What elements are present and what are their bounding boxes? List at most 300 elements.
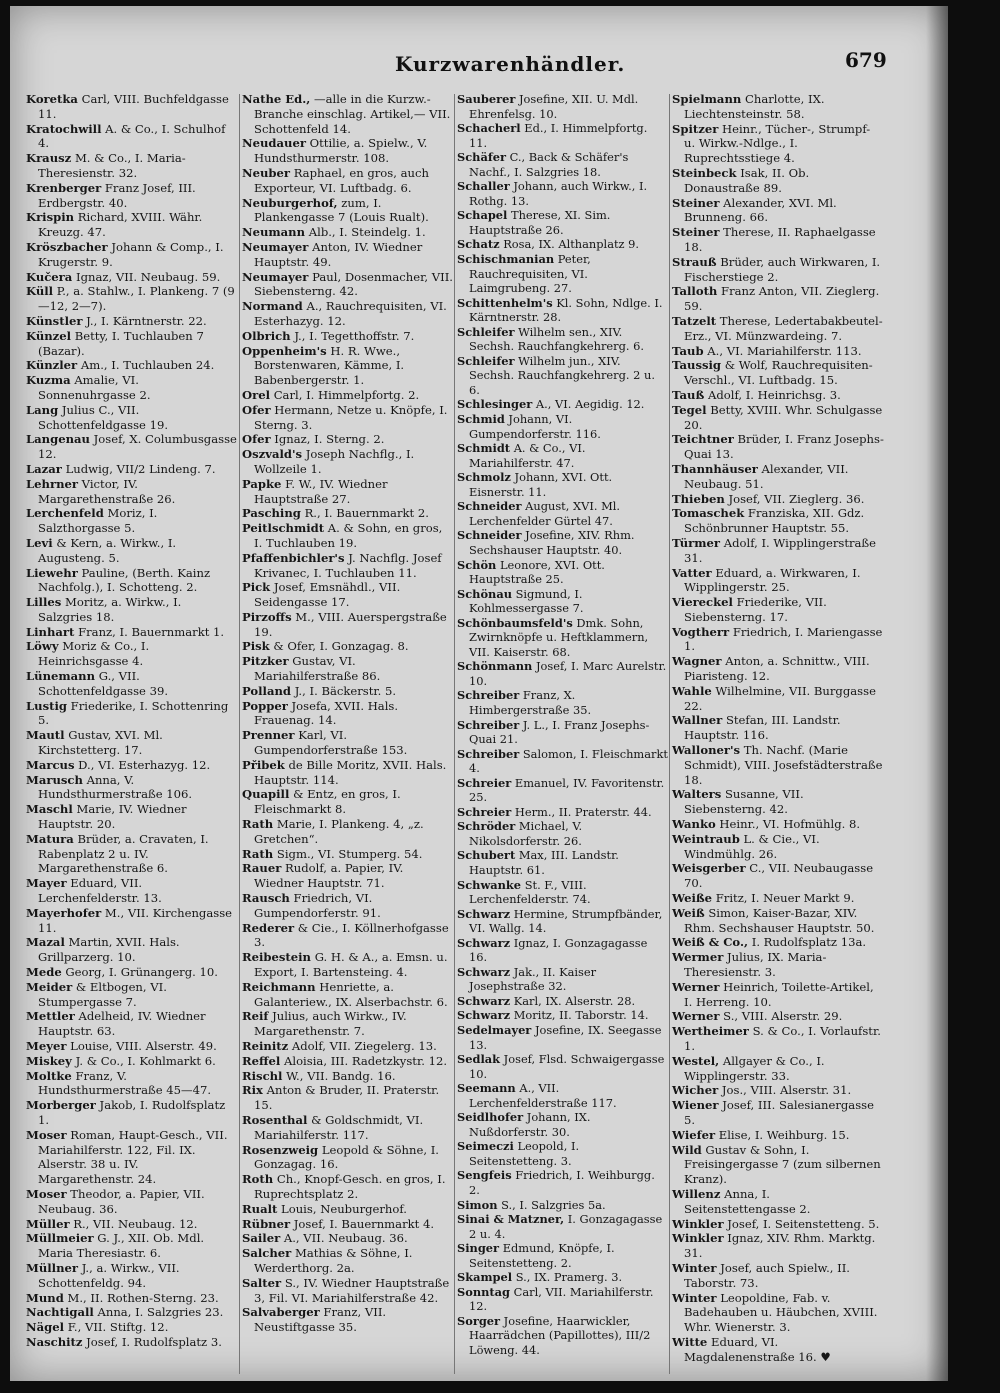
directory-entry bbox=[672, 1291, 884, 1335]
directory-entry bbox=[457, 848, 669, 877]
entry-details: Leonore, XVI. Ott. Hauptstraße 25. bbox=[469, 557, 605, 587]
entry-name: Mayerhofer bbox=[26, 905, 102, 920]
entry-details: S., I. Salzgries 5a. bbox=[501, 1197, 606, 1212]
entry-details: Josefine, XII. U. Mdl. Ehrenfelsg. 10. bbox=[469, 92, 639, 121]
entry-details: Victor, IV. Margarethenstraße 26. bbox=[38, 476, 176, 506]
entry-details: Brüder, I. Franz Josephs-Quai 13. bbox=[684, 432, 884, 462]
directory-entry bbox=[672, 1231, 884, 1261]
entry-details: S., VIII. Alserstr. 29. bbox=[723, 1009, 843, 1024]
entry-details: Henriette, a. Galanteriew., IX. Alserbachstr. 6. bbox=[254, 979, 448, 1009]
entry-name: Normand bbox=[242, 299, 303, 314]
entry-details: Max, III. Landstr. Hauptstr. 61. bbox=[469, 848, 619, 877]
column-2 bbox=[242, 92, 454, 1335]
directory-entry bbox=[672, 566, 884, 596]
entry-details: Josefa, XVII. Hals. Frauenag. 14. bbox=[254, 698, 399, 728]
entry-name: Moser bbox=[26, 1127, 67, 1142]
directory-entry bbox=[26, 1039, 238, 1054]
entry-details: Allgayer & Co., I. Wipplingerstr. 33. bbox=[684, 1053, 825, 1083]
directory-entry bbox=[457, 397, 669, 412]
entry-details: Edmund, Knöpfe, I. Seitenstetteng. 2. bbox=[469, 1241, 615, 1270]
entry-name: Werner bbox=[672, 979, 720, 994]
directory-entry bbox=[457, 354, 669, 398]
entry-details: Joseph Nachflg., I. Wollzeile 1. bbox=[254, 447, 415, 476]
directory-entry bbox=[457, 994, 669, 1009]
entry-details: G. H. & A., a. Emsn. u. Export, I. Bartensteing. 4. bbox=[254, 950, 448, 980]
entry-details: Leopold, I. Seitenstetteng. 3. bbox=[469, 1139, 580, 1168]
directory-entry bbox=[242, 847, 454, 862]
directory-entry bbox=[242, 329, 454, 344]
directory-entry bbox=[26, 935, 238, 965]
entry-name: Rath bbox=[242, 817, 274, 832]
directory-entry bbox=[457, 936, 669, 965]
entry-name: Viereckel bbox=[672, 595, 733, 610]
directory-entry bbox=[242, 1202, 454, 1217]
entry-details: Jos., VIII. Alserstr. 31. bbox=[721, 1083, 852, 1098]
entry-details: Josefine, IX. Seegasse 13. bbox=[469, 1023, 662, 1052]
entry-details: Anton & Bruder, II. Praterstr. 15. bbox=[254, 1083, 440, 1113]
entry-name: Schleifer bbox=[457, 353, 515, 368]
entry-details: Johann, XVI. Ott. Eisnerstr. 11. bbox=[469, 470, 613, 499]
entry-name: Oppenheim's bbox=[242, 343, 327, 358]
entry-name: Wertheimer bbox=[672, 1024, 749, 1039]
entry-details: Eduard, VII. Lerchenfelderstr. 13. bbox=[38, 876, 162, 906]
entry-details: Hermann, Netze u. Knöpfe, I. Sterng. 3. bbox=[254, 402, 448, 432]
entry-name: Schischmanian bbox=[457, 252, 555, 267]
directory-entry bbox=[26, 906, 238, 936]
directory-entry bbox=[457, 252, 669, 296]
entry-name: Teichtner bbox=[672, 432, 734, 447]
entry-details: Gustav & Sohn, I. Freisingergasse 7 (zum silbernen Kranz). bbox=[684, 1142, 881, 1187]
directory-entry bbox=[242, 1172, 454, 1202]
entry-name: Wallner bbox=[672, 713, 723, 728]
page-title: Kurzwarenhändler. bbox=[395, 52, 626, 76]
entry-details: Franz, I. Bauernmarkt 1. bbox=[78, 624, 225, 639]
entry-details: Salomon, I. Fleischmarkt 4. bbox=[469, 746, 668, 776]
entry-details: A. & Sohn, en gros, I. Tuchlauben 19. bbox=[254, 521, 443, 550]
entry-details: J. & Co., I. Kohlmarkt 6. bbox=[75, 1053, 216, 1068]
directory-entry bbox=[672, 196, 884, 226]
entry-details: R., I. Bauernmarkt 2. bbox=[304, 506, 429, 521]
entry-name: Reinitz bbox=[242, 1039, 289, 1053]
entry-name: Schwarz bbox=[457, 906, 511, 921]
directory-entry bbox=[242, 270, 454, 300]
entry-details: Johann, IX. Nußdorferstr. 30. bbox=[469, 1110, 591, 1139]
directory-entry bbox=[26, 595, 238, 625]
entry-name: Maschl bbox=[26, 802, 73, 817]
directory-entry bbox=[672, 906, 884, 936]
entry-details: Adolf, I. Heinrichsg. 3. bbox=[707, 387, 841, 402]
entry-name: Schatz bbox=[457, 237, 500, 252]
entry-details: Josef, I. Marc Aurelstr. 10. bbox=[469, 659, 667, 688]
entry-name: Schneider bbox=[457, 499, 522, 514]
directory-entry bbox=[457, 1285, 669, 1314]
entry-details: S. & Co., I. Vorlaufstr. 1. bbox=[684, 1024, 881, 1053]
directory-entry bbox=[672, 1098, 884, 1128]
directory-entry bbox=[26, 284, 238, 314]
directory-entry bbox=[457, 587, 669, 616]
entry-name: Langenau bbox=[26, 432, 90, 447]
entry-name: Lang bbox=[26, 402, 59, 417]
directory-entry bbox=[26, 965, 238, 980]
entry-details: Josef, Emsnähdl., VII. Seidengasse 17. bbox=[254, 580, 401, 610]
entry-details: Friedrich, I. Mariengasse 1. bbox=[684, 624, 883, 654]
directory-entry bbox=[26, 210, 238, 240]
entry-details: Betty, XVIII. Whr. Schulgasse 20. bbox=[684, 402, 883, 432]
entry-name: Prenner bbox=[242, 728, 295, 743]
directory-entry bbox=[672, 492, 884, 507]
entry-name: Ofer bbox=[242, 432, 271, 447]
entry-name: Rederer bbox=[242, 920, 295, 935]
entry-name: Schönmann bbox=[457, 659, 533, 674]
entry-name: Weisgerber bbox=[672, 861, 746, 876]
directory-entry bbox=[457, 965, 669, 994]
entry-details: Louise, VIII. Alserstr. 49. bbox=[70, 1039, 217, 1053]
entry-details: Dmk. Sohn, Zwirnknöpfe u. Heftklammern, VII. Kaiserstr. 68. bbox=[469, 615, 649, 659]
entry-name: Ofer bbox=[242, 402, 271, 417]
directory-entry bbox=[242, 1039, 454, 1054]
entry-name: Sorger bbox=[457, 1313, 501, 1328]
directory-entry bbox=[672, 1128, 884, 1143]
entry-details: Karl, VI. Gumpendorferstraße 153. bbox=[254, 728, 408, 758]
directory-entry bbox=[672, 166, 884, 196]
entry-name: Schwarz bbox=[457, 935, 511, 950]
entry-name: Moltke bbox=[26, 1068, 72, 1083]
entry-name: Weiß bbox=[672, 905, 705, 920]
entry-details: F., VII. Stiftg. 12. bbox=[67, 1320, 169, 1335]
directory-entry bbox=[672, 1217, 884, 1232]
entry-name: Spitzer bbox=[672, 121, 719, 136]
entry-details: Stefan, III. Landstr. Hauptstr. 116. bbox=[684, 713, 841, 743]
directory-entry bbox=[242, 225, 454, 240]
entry-details: Josef, VII. Zieglerg. 36. bbox=[728, 491, 865, 506]
entry-details: J., a. Wirkw., VII. Schottenfeldg. 94. bbox=[38, 1260, 180, 1290]
entry-name: Simon bbox=[457, 1197, 498, 1212]
entry-details: G. J., XII. Ob. Mdl. Maria Theresiastr. 6. bbox=[38, 1231, 205, 1261]
entry-details: Am., I. Tuchlauben 24. bbox=[80, 358, 215, 373]
directory-entry bbox=[242, 403, 454, 433]
entry-name: Wild bbox=[672, 1142, 702, 1157]
entry-details: Moriz & Co., I. Heinrichsgasse 4. bbox=[38, 639, 150, 669]
directory-entry bbox=[26, 1009, 238, 1039]
entry-name: Schwarz bbox=[457, 1008, 511, 1023]
directory-entry bbox=[457, 616, 669, 660]
entry-name: Kučera bbox=[26, 269, 73, 284]
directory-entry bbox=[457, 558, 669, 587]
directory-entry bbox=[672, 344, 884, 359]
entry-name: Willenz bbox=[672, 1186, 721, 1201]
directory-entry bbox=[672, 1143, 884, 1187]
directory-entry bbox=[26, 1098, 238, 1128]
entry-details: Franz, V. Hundsthurmerstraße 45—47. bbox=[38, 1068, 212, 1098]
entry-details: Sigmund, I. Kohlmessergasse 7. bbox=[469, 586, 584, 616]
entry-name: Taussig bbox=[672, 358, 722, 373]
entry-details: Julius, IX. Maria-Theresienstr. 3. bbox=[684, 950, 827, 980]
entry-details: Marie, IV. Wiedner Hauptstr. 20. bbox=[38, 802, 187, 832]
entry-details: Alexander, VII. Neubaug. 51. bbox=[684, 461, 849, 491]
entry-details: Paul, Dosenmacher, VII. Siebensterng. 42. bbox=[254, 269, 453, 299]
entry-details: H. R. Wwe., Borstenwaren, Kämme, I. Babenbergerstr. 1. bbox=[254, 343, 405, 388]
directory-entry bbox=[242, 1276, 454, 1306]
directory-entry bbox=[26, 122, 238, 152]
directory-entry bbox=[457, 878, 669, 907]
directory-entry bbox=[457, 718, 669, 747]
entry-name: Tatzelt bbox=[672, 313, 717, 328]
directory-entry bbox=[26, 699, 238, 729]
directory-entry bbox=[672, 1187, 884, 1217]
entry-name: Přibek bbox=[242, 757, 285, 772]
page-number: 679 bbox=[845, 48, 887, 72]
entry-name: Koretka bbox=[26, 92, 78, 106]
entry-name: Müller bbox=[26, 1216, 70, 1231]
directory-entry bbox=[242, 1231, 454, 1246]
entry-details: Kl. Sohn, Ndlge. I. Kärntnerstr. 28. bbox=[469, 295, 663, 325]
directory-entry bbox=[457, 776, 669, 805]
directory-entry bbox=[242, 506, 454, 521]
entry-details: Josef, Flsd. Schwaigergasse 10. bbox=[469, 1052, 665, 1081]
entry-name: Mautl bbox=[26, 728, 65, 743]
entry-name: Talloth bbox=[672, 284, 718, 299]
entry-name: Sedelmayer bbox=[457, 1023, 532, 1037]
directory-entry bbox=[26, 669, 238, 699]
directory-entry bbox=[26, 1128, 238, 1187]
entry-name: Sonntag bbox=[457, 1284, 510, 1299]
entry-name: Krenberger bbox=[26, 180, 102, 195]
directory-entry bbox=[242, 388, 454, 403]
entry-details: Rudolf, a. Papier, IV. Wiedner Hauptstr. 71. bbox=[254, 861, 404, 891]
entry-name: Wanko bbox=[672, 817, 716, 832]
directory-entry bbox=[26, 1231, 238, 1261]
entry-details: Therese, XI. Sim. Hauptstraße 26. bbox=[469, 208, 611, 237]
directory-entry bbox=[242, 1069, 454, 1084]
entry-details: Brüder, a. Cravaten, I. Rabenplatz 2 u. IV. Margarethenstraße 6. bbox=[38, 831, 209, 876]
entry-details: M. & Co., I. Maria-Theresienstr. 32. bbox=[38, 151, 186, 180]
entry-name: Schmidt bbox=[457, 441, 511, 456]
entry-details: Anna, V. Hundsthurmerstraße 106. bbox=[38, 772, 193, 802]
entry-details: Aloisia, III. Radetzkystr. 12. bbox=[284, 1053, 448, 1068]
entry-details: Josefine, XIV. Rhm. Sechshauser Hauptstr. 40. bbox=[469, 528, 635, 557]
entry-name: Rischl bbox=[242, 1068, 283, 1083]
directory-entry bbox=[672, 388, 884, 403]
entry-name: Schwanke bbox=[457, 877, 522, 892]
entry-details: Ignaz, VII. Neubaug. 59. bbox=[76, 269, 221, 284]
entry-name: Vogtherr bbox=[672, 624, 730, 639]
entry-details: Wilhelm jun., XIV. Sechsh. Rauchfangkehrerg. 2 u. 6. bbox=[469, 353, 655, 397]
entry-name: Schön bbox=[457, 557, 497, 572]
entry-name: Salcher bbox=[242, 1246, 292, 1261]
entry-name: Schröder bbox=[457, 819, 516, 834]
directory-entry bbox=[242, 699, 454, 729]
entry-details: Josef, III. Salesianergasse 5. bbox=[684, 1098, 874, 1127]
directory-entry bbox=[457, 1168, 669, 1197]
directory-entry bbox=[242, 654, 454, 684]
directory-entry bbox=[672, 595, 884, 625]
directory-entry bbox=[672, 462, 884, 492]
entry-name: Mede bbox=[26, 965, 62, 980]
entry-details: Gustav, VI. Mariahilferstraße 86. bbox=[254, 654, 381, 684]
entry-name: Mund bbox=[26, 1290, 64, 1305]
entry-details: Ignaz, I. Gonzagagasse 16. bbox=[469, 935, 648, 965]
directory-entry bbox=[672, 1083, 884, 1098]
entry-name: Papke bbox=[242, 476, 282, 491]
entry-name: Matura bbox=[26, 831, 74, 846]
entry-details: A., VII. Neubaug. 36. bbox=[283, 1231, 408, 1246]
entry-details: Julius C., VII. Schottenfeldgasse 19. bbox=[38, 402, 169, 432]
entry-name: Salter bbox=[242, 1275, 282, 1290]
directory-entry bbox=[672, 225, 884, 255]
entry-details: Josef, I. Bauernmarkt 4. bbox=[293, 1216, 435, 1231]
directory-entry bbox=[672, 1261, 884, 1291]
entry-details: Johann & Comp., I. Krugerstr. 9. bbox=[38, 239, 224, 269]
entry-name: Reffel bbox=[242, 1053, 281, 1068]
entry-details: Hermine, Strumpfbänder, VI. Wallg. 14. bbox=[469, 906, 663, 936]
entry-details: Moriz, I. Salzthorgasse 5. bbox=[38, 506, 158, 536]
entry-name: Marusch bbox=[26, 772, 83, 787]
entry-details: R., VII. Neubaug. 12. bbox=[73, 1216, 198, 1231]
entry-details: Therese, Ledertabakbeutel-Erz., VI. Münzwardeing. 7. bbox=[684, 313, 883, 343]
entry-name: Westel, bbox=[672, 1053, 720, 1068]
entry-name: Rauer bbox=[242, 861, 282, 876]
entry-name: Seemann bbox=[457, 1081, 516, 1096]
entry-name: Rualt bbox=[242, 1201, 278, 1216]
entry-name: Schönau bbox=[457, 586, 512, 601]
entry-name: Wahle bbox=[672, 683, 712, 698]
entry-name: Pick bbox=[242, 580, 271, 595]
entry-name: Pisk bbox=[242, 639, 270, 654]
entry-name: Rosenzweig bbox=[242, 1142, 319, 1157]
entry-details: & Eltbogen, VI. Stumpergasse 7. bbox=[38, 979, 167, 1009]
directory-entry bbox=[457, 92, 669, 121]
entry-name: Schaller bbox=[457, 179, 510, 194]
entry-details: Gustav, XVI. Ml. Kirchstetterg. 17. bbox=[38, 728, 163, 758]
entry-details: Adolf, I. Wipplingerstraße 31. bbox=[684, 535, 877, 565]
directory-entry bbox=[242, 1217, 454, 1232]
entry-name: Lerchenfeld bbox=[26, 506, 104, 521]
entry-name: Salvaberger bbox=[242, 1305, 320, 1320]
entry-details: Adelheid, IV. Wiedner Hauptstr. 63. bbox=[38, 1009, 206, 1039]
entry-name: Wicher bbox=[672, 1083, 719, 1098]
directory-entry bbox=[242, 1305, 454, 1335]
entry-name: Löwy bbox=[26, 639, 59, 654]
entry-name: Singer bbox=[457, 1241, 500, 1256]
directory-entry bbox=[672, 122, 884, 166]
entry-details: Franz Josef, III. Erdbergstr. 40. bbox=[38, 180, 196, 210]
directory-entry bbox=[242, 787, 454, 817]
entry-details: Julius, auch Wirkw., IV. Margarethenstr. 7. bbox=[254, 1009, 407, 1039]
directory-entry bbox=[672, 536, 884, 566]
entry-name: Olbrich bbox=[242, 328, 291, 343]
directory-entry bbox=[672, 787, 884, 817]
entry-details: Georg, I. Grünangerg. 10. bbox=[65, 965, 218, 980]
directory-entry bbox=[457, 150, 669, 179]
directory-entry bbox=[242, 891, 454, 921]
entry-name: Tauß bbox=[672, 387, 705, 402]
entry-details: Therese, II. Raphaelgasse 18. bbox=[684, 225, 876, 254]
directory-entry bbox=[242, 580, 454, 610]
entry-name: Morberger bbox=[26, 1098, 96, 1113]
entry-details: M., VII. Kirchengasse 11. bbox=[38, 905, 233, 935]
entry-name: Neudauer bbox=[242, 136, 306, 151]
directory-entry bbox=[672, 935, 884, 950]
entry-name: Winkler bbox=[672, 1231, 724, 1246]
entry-details: de Bille Moritz, XVII. Hals. Hauptstr. 114. bbox=[254, 757, 447, 787]
entry-name: Weiß & Co., bbox=[672, 935, 749, 950]
entry-name: Winter bbox=[672, 1290, 717, 1305]
directory-entry bbox=[242, 196, 454, 226]
directory-entry bbox=[26, 536, 238, 566]
directory-entry bbox=[672, 1009, 884, 1024]
entry-name: Orel bbox=[242, 387, 270, 402]
entry-details: Isak, II. Ob. Donaustraße 89. bbox=[684, 165, 810, 195]
entry-name: Rix bbox=[242, 1083, 263, 1098]
entry-details: Franz, VII. Neustiftgasse 35. bbox=[254, 1305, 387, 1335]
directory-entry bbox=[457, 1008, 669, 1023]
entry-details: Ignaz, I. Sterng. 2. bbox=[274, 432, 385, 447]
directory-entry bbox=[672, 284, 884, 314]
entry-name: Meider bbox=[26, 979, 73, 994]
directory-entry bbox=[26, 1305, 238, 1320]
entry-details: C., Back & Schäfer's Nachf., I. Salzgries 18. bbox=[469, 150, 629, 179]
entry-details: & Goldschmidt, VI. Mariahilferstr. 117. bbox=[254, 1112, 424, 1142]
directory-entry bbox=[457, 1052, 669, 1081]
directory-entry bbox=[457, 1081, 669, 1110]
directory-entry bbox=[242, 639, 454, 654]
directory-entry bbox=[242, 92, 454, 136]
entry-name: Lustig bbox=[26, 698, 67, 713]
directory-entry bbox=[457, 325, 669, 354]
directory-entry bbox=[672, 506, 884, 536]
directory-entry bbox=[457, 208, 669, 237]
entry-name: Miskey bbox=[26, 1053, 72, 1068]
entry-name: Weintraub bbox=[672, 831, 740, 846]
entry-details: Josef, I. Seitenstetteng. 5. bbox=[727, 1216, 880, 1231]
entry-name: Schacherl bbox=[457, 121, 521, 136]
entry-name: Steiner bbox=[672, 195, 720, 210]
entry-name: Pasching bbox=[242, 506, 301, 521]
entry-name: Reichmann bbox=[242, 979, 316, 994]
directory-entry bbox=[242, 166, 454, 196]
entry-details: Michael, V. Nikolsdorferstr. 26. bbox=[469, 819, 583, 848]
directory-entry bbox=[672, 432, 884, 462]
entry-name: Schäfer bbox=[457, 150, 506, 165]
directory-entry bbox=[26, 566, 238, 596]
directory-entry bbox=[242, 240, 454, 270]
entry-details: J. Nachflg. Josef Krivanec, I. Tuchlauben 11. bbox=[254, 550, 442, 580]
entry-details: Wilhelm sen., XIV. Sechsh. Rauchfangkehrerg. 6. bbox=[469, 324, 645, 354]
entry-name: Steiner bbox=[672, 225, 720, 240]
entry-name: Müllmeier bbox=[26, 1231, 94, 1246]
directory-entry bbox=[26, 832, 238, 876]
entry-details: Josef, auch Spielw., II. Taborstr. 73. bbox=[684, 1260, 850, 1290]
directory-entry bbox=[672, 950, 884, 980]
entry-details: Peter, Rauchrequisiten, VI. Laimgrubeng. 27. bbox=[469, 252, 591, 296]
entry-name: Vatter bbox=[672, 565, 712, 580]
directory-entry bbox=[457, 688, 669, 717]
entry-name: Spielmann bbox=[672, 92, 742, 106]
entry-name: Nathe Ed., bbox=[242, 92, 311, 106]
entry-details: A., VII. Lerchenfelderstraße 117. bbox=[469, 1081, 617, 1110]
directory-entry bbox=[672, 403, 884, 433]
entry-name: Neuburgerhof, bbox=[242, 195, 338, 210]
entry-details: Ed., I. Himmelpfortg. 11. bbox=[469, 121, 648, 150]
entry-details: Martin, XVII. Hals. Grillparzerg. 10. bbox=[38, 935, 180, 965]
entry-name: Schreiber bbox=[457, 717, 520, 732]
directory-entry bbox=[242, 447, 454, 477]
entry-details: St. F., VIII. Lerchenfelderstr. 74. bbox=[469, 877, 591, 907]
directory-entry bbox=[26, 329, 238, 359]
entry-name: Küll bbox=[26, 284, 54, 299]
entry-details: Carl, VIII. Buchfeldgasse 11. bbox=[38, 92, 229, 121]
column-1 bbox=[26, 92, 238, 1350]
